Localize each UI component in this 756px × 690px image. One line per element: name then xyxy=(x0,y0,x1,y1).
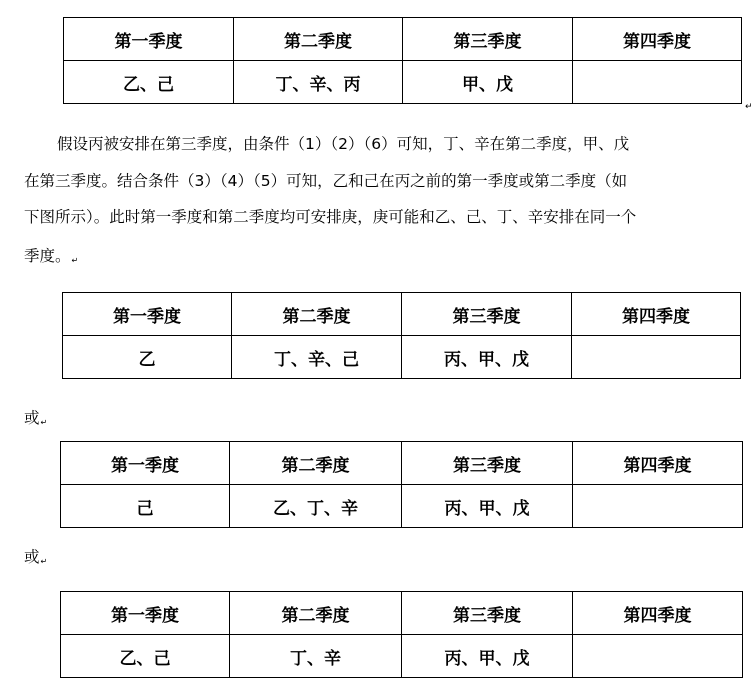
cell-q3: 丙、甲、戊 xyxy=(402,336,572,379)
cell-q2: 丁、辛、丙 xyxy=(234,61,403,104)
or-text: 或 xyxy=(24,409,40,427)
cell-q2: 乙、丁、辛 xyxy=(230,485,402,528)
table-header-row xyxy=(64,18,742,61)
table-row xyxy=(63,336,741,379)
cell-q4 xyxy=(573,485,743,528)
header-q3: 第三季度 xyxy=(402,592,573,635)
header-q1: 第一季度 xyxy=(61,592,230,635)
paragraph-line-1: 假设丙被安排在第三季度，由条件（1）（2）（6）可知，丁、辛在第二季度，甲、戊 xyxy=(57,135,630,153)
header-q1: 第一季度 xyxy=(63,293,232,336)
paragraph-mark: ↵ xyxy=(40,418,48,427)
schedule-table-1 xyxy=(63,17,742,104)
paragraph-line-4-text: 季度。 xyxy=(24,247,71,265)
paragraph-mark: ↵ xyxy=(71,256,79,265)
table-header-row xyxy=(61,592,743,635)
or-label-1 xyxy=(24,406,47,428)
header-q3: 第三季度 xyxy=(402,293,572,336)
paragraph-mark: ↵ xyxy=(40,557,48,566)
cell-q4 xyxy=(573,635,743,678)
paragraph-line-3: 下图所示）。此时第一季度和第二季度均可安排庚，庚可能和乙、己、丁、辛安排在同一个 xyxy=(24,208,637,226)
cell-q1: 己 xyxy=(61,485,230,528)
header-q3: 第三季度 xyxy=(402,442,573,485)
header-q1: 第一季度 xyxy=(64,18,234,61)
cell-q3: 甲、戊 xyxy=(403,61,573,104)
table-header-row xyxy=(63,293,741,336)
cell-q3: 丙、甲、戊 xyxy=(402,485,573,528)
cell-q2: 丁、辛 xyxy=(230,635,402,678)
schedule-table-3 xyxy=(60,441,743,528)
table-header-row xyxy=(61,442,743,485)
paragraph-mark: ↵ xyxy=(745,102,753,112)
cell-q4 xyxy=(572,336,741,379)
table-row xyxy=(64,61,742,104)
header-q4: 第四季度 xyxy=(572,293,741,336)
header-q3: 第三季度 xyxy=(403,18,573,61)
cell-q1: 乙 xyxy=(63,336,232,379)
cell-q4 xyxy=(573,61,742,104)
header-q2: 第二季度 xyxy=(234,18,403,61)
header-q4: 第四季度 xyxy=(573,18,742,61)
paragraph-line-2: 在第三季度。结合条件（3）（4）（5）可知，乙和己在丙之前的第一季度或第二季度（如 xyxy=(24,172,628,190)
table-row xyxy=(61,485,743,528)
or-text: 或 xyxy=(24,548,40,566)
cell-q1: 乙、己 xyxy=(61,635,230,678)
cell-q2: 丁、辛、己 xyxy=(232,336,402,379)
header-q2: 第二季度 xyxy=(230,592,402,635)
schedule-table-4 xyxy=(60,591,743,678)
header-q1: 第一季度 xyxy=(61,442,230,485)
cell-q1: 乙、己 xyxy=(64,61,234,104)
header-q2: 第二季度 xyxy=(230,442,402,485)
header-q2: 第二季度 xyxy=(232,293,402,336)
paragraph-line-4 xyxy=(24,244,78,266)
or-label-2 xyxy=(24,545,47,567)
header-q4: 第四季度 xyxy=(573,592,743,635)
schedule-table-2 xyxy=(62,292,741,379)
header-q4: 第四季度 xyxy=(573,442,743,485)
cell-q3: 丙、甲、戊 xyxy=(402,635,573,678)
table-row xyxy=(61,635,743,678)
